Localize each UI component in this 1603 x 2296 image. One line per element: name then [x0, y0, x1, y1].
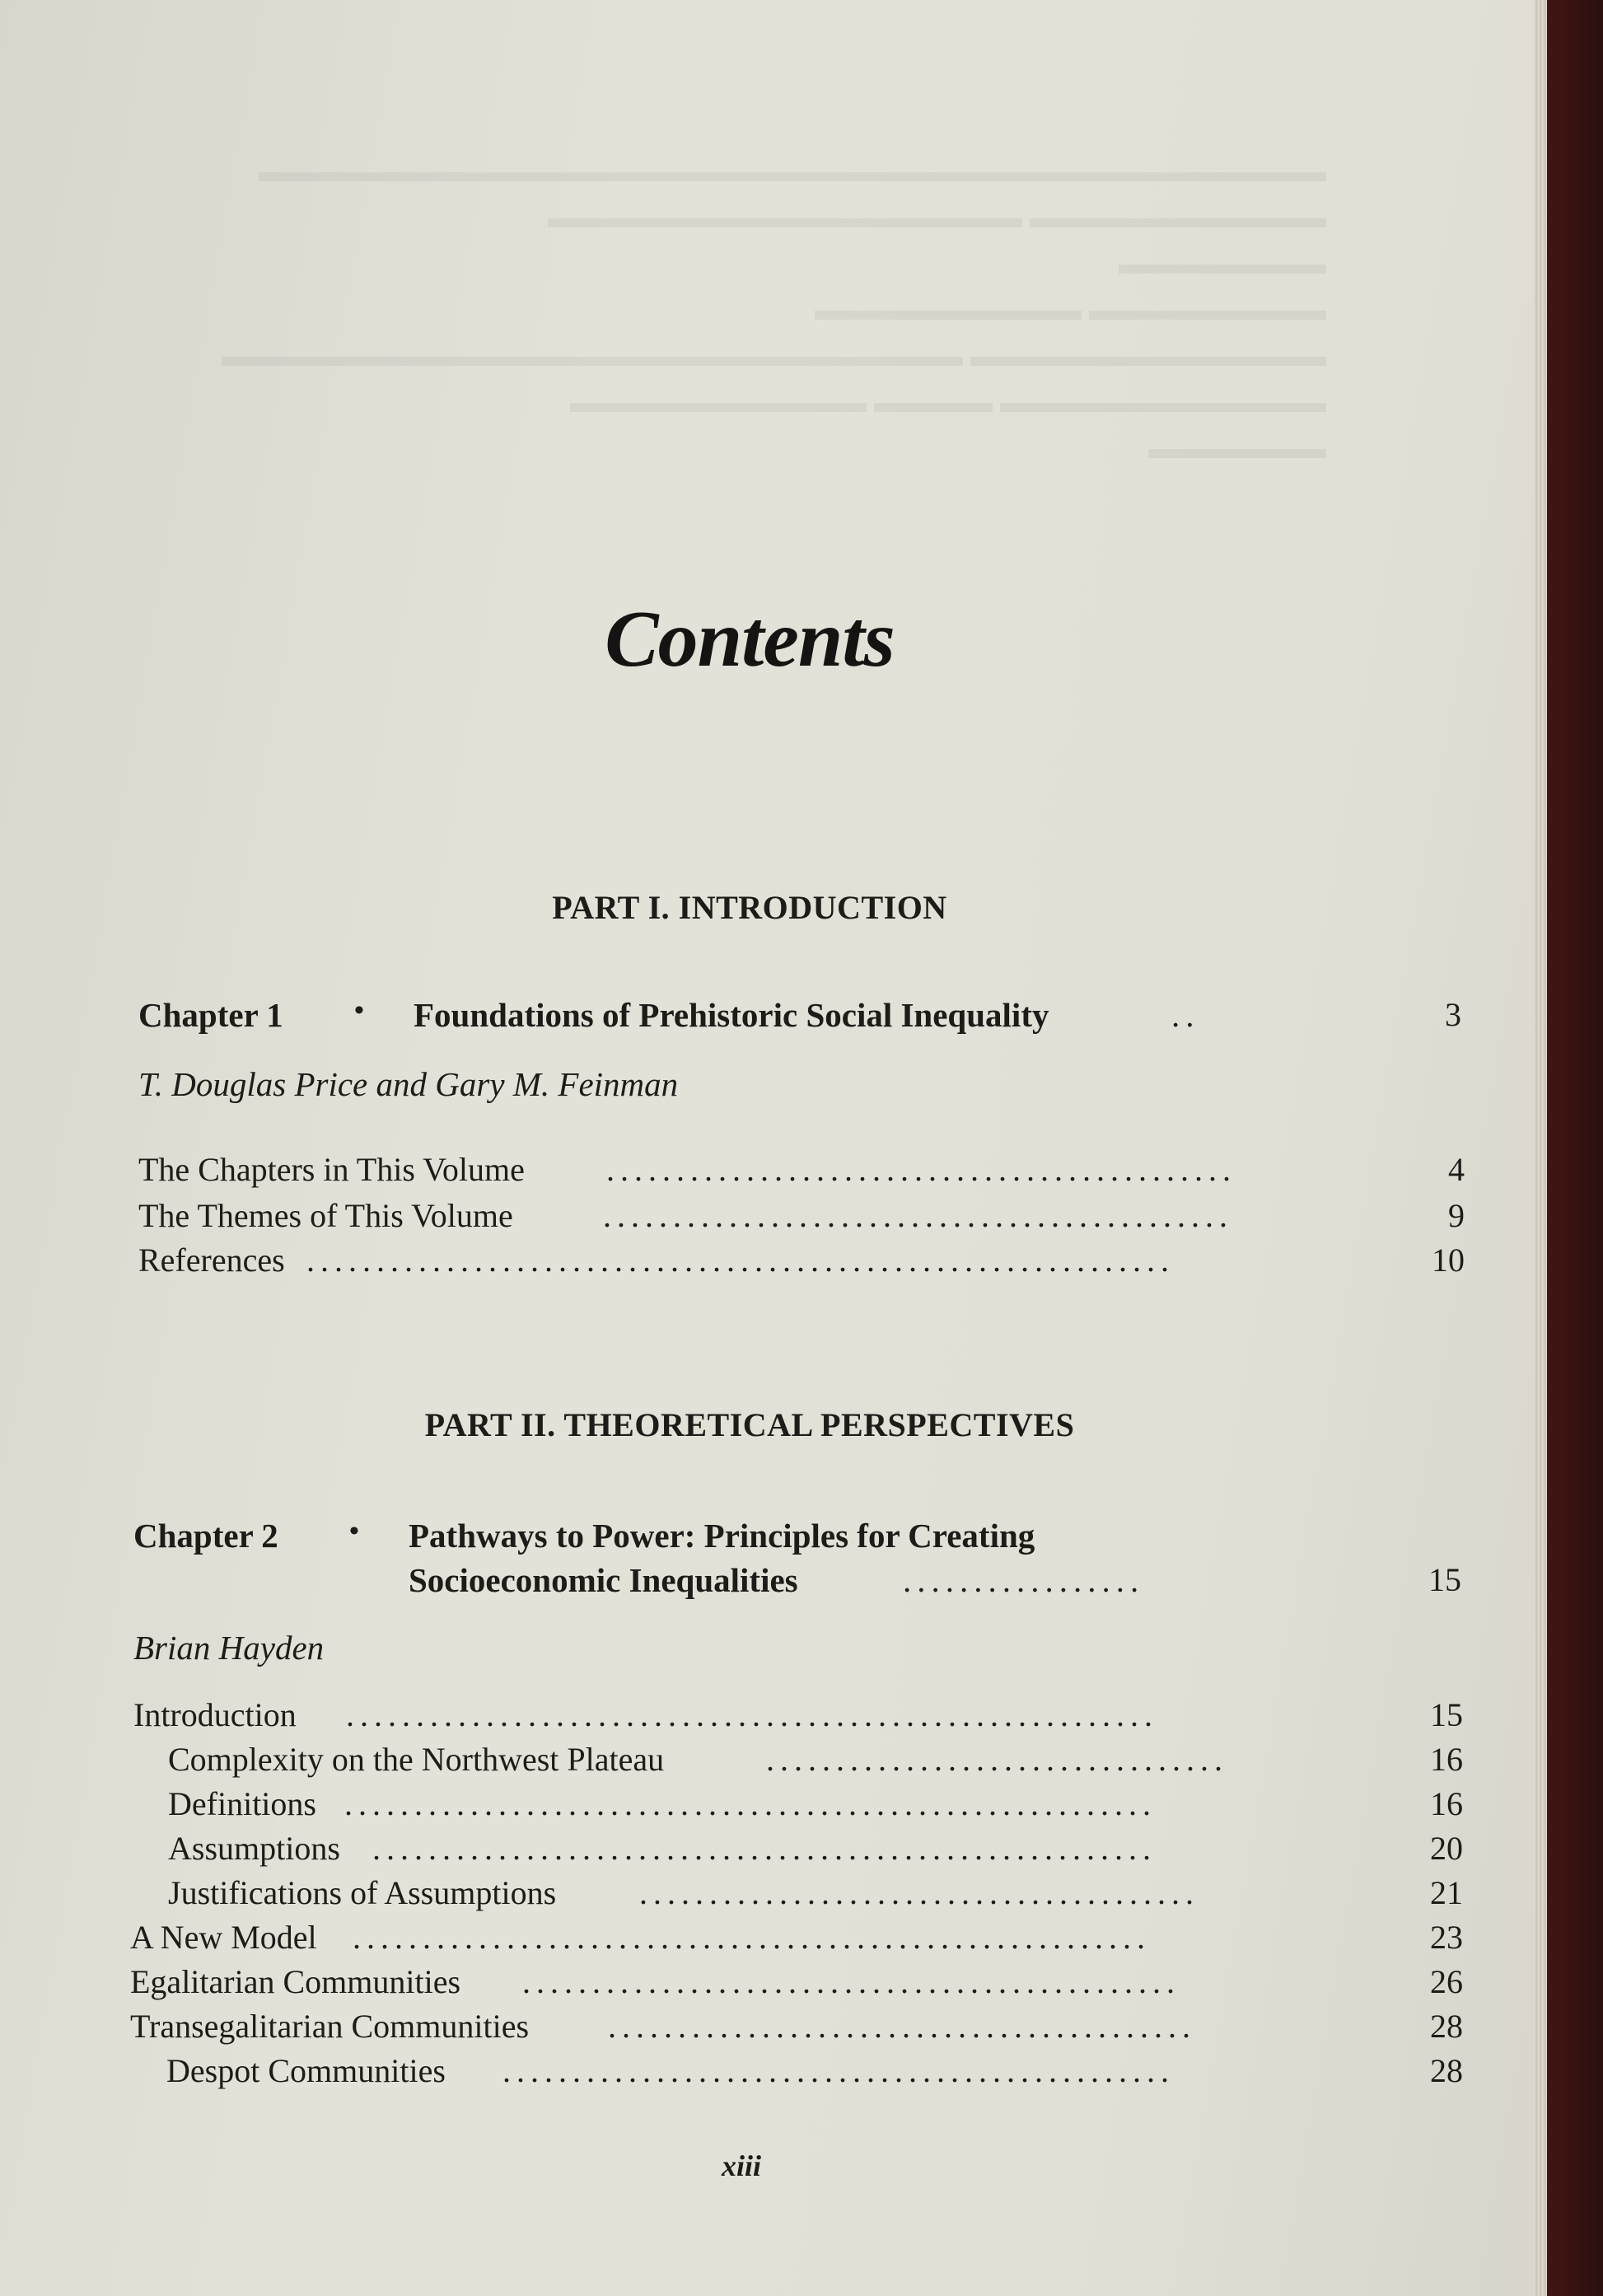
toc-entry-page: 21	[1430, 1874, 1463, 1911]
toc-entry-label: Introduction	[133, 1696, 297, 1733]
toc-entry-page: 20	[1430, 1830, 1463, 1867]
chapter-2-bullet: •	[349, 1516, 359, 1546]
toc-entry-page: 10	[1432, 1242, 1465, 1279]
chapter-2-page: 15	[1428, 1561, 1461, 1598]
chapter-2-entry[interactable]	[133, 1516, 1473, 1611]
toc-entry[interactable]	[166, 2051, 1463, 2094]
toc-entry-label: Transegalitarian Communities	[130, 2008, 530, 2045]
toc-entry[interactable]	[130, 1962, 1463, 2005]
chapter-2-title-line-1: Pathways to Power: Principles for Creating	[409, 1517, 1035, 1555]
toc-entry[interactable]	[138, 1196, 1465, 1239]
toc-entry-page: 28	[1430, 2008, 1463, 2045]
chapter-1-number: Chapter 1	[138, 996, 283, 1034]
toc-entry-label: Justifications of Assumptions	[168, 1874, 557, 1911]
page-folio: xiii	[721, 2149, 761, 2182]
chapter-1-leader: ..	[1171, 996, 1200, 1034]
toc-leader: ........................................	[639, 1874, 1199, 1911]
toc-leader: ..........................................	[608, 2008, 1196, 2045]
chapter-1-title: Foundations of Prehistoric Social Inequality	[414, 996, 1049, 1034]
toc-entry-page: 28	[1430, 2052, 1463, 2089]
toc-entry-page: 9	[1448, 1197, 1465, 1234]
chapter-2-leader: .................	[903, 1561, 1145, 1599]
toc-leader: .................................	[766, 1741, 1228, 1778]
chapter-2-number: Chapter 2	[133, 1517, 278, 1555]
chapter-1-author: T. Douglas Price and Gary M. Feinman	[138, 1065, 679, 1103]
toc-entry-page: 4	[1448, 1151, 1465, 1188]
toc-entry[interactable]	[168, 1740, 1463, 1783]
toc-leader: ...............................................	[522, 1963, 1180, 2000]
toc-entry-label: Complexity on the Northwest Plateau	[168, 1741, 665, 1778]
toc-entry[interactable]	[130, 1918, 1463, 1961]
chapter-2-title-line-2: Socioeconomic Inequalities	[409, 1561, 798, 1599]
part-2-heading: PART II. THEORETICAL PERSPECTIVES	[424, 1406, 1075, 1443]
toc-leader: ..........................................................	[344, 1785, 1157, 1822]
toc-leader: ........................................................	[372, 1830, 1157, 1867]
chapter-1-page: 3	[1445, 996, 1461, 1033]
toc-leader: ..............................................................	[306, 1242, 1175, 1279]
toc-entry[interactable]	[168, 1873, 1463, 1916]
chapter-1-bullet: •	[354, 995, 364, 1026]
chapter-2-author: Brian Hayden	[133, 1629, 325, 1667]
toc-entry-page: 23	[1430, 1919, 1463, 1956]
chapter-1-entry[interactable]	[138, 995, 1473, 1041]
toc-entry-label: Despot Communities	[166, 2052, 446, 2089]
toc-entry-label: The Themes of This Volume	[138, 1197, 513, 1234]
toc-entry-page: 16	[1430, 1785, 1463, 1822]
page-title: Contents	[605, 595, 895, 684]
toc-entry-page: 26	[1430, 1963, 1463, 2000]
toc-entry[interactable]	[168, 1784, 1463, 1827]
toc-entry-label: References	[138, 1242, 285, 1279]
toc-entry-label: The Chapters in This Volume	[138, 1151, 525, 1188]
toc-entry-label: Assumptions	[168, 1830, 340, 1867]
toc-entry-page: 16	[1430, 1741, 1463, 1778]
toc-entry-label: A New Model	[130, 1919, 317, 1956]
toc-entry-label: Egalitarian Communities	[130, 1963, 461, 2000]
toc-leader: ................................................	[502, 2052, 1175, 2089]
toc-leader: ..........................................................	[346, 1696, 1158, 1733]
toc-entry-page: 15	[1430, 1696, 1463, 1733]
toc-entry-label: Definitions	[168, 1785, 316, 1822]
toc-entry[interactable]	[138, 1241, 1465, 1284]
toc-entry[interactable]	[138, 1150, 1465, 1193]
toc-entry[interactable]	[168, 1829, 1463, 1872]
part-1-heading: PART I. INTRODUCTION	[552, 889, 947, 926]
show-through-text: ▬▬▬▬▬▬▬▬▬▬▬▬▬▬▬▬▬▬▬▬▬▬▬▬▬▬▬▬▬▬▬▬▬▬▬▬ ▬▬▬▬▬▬▬▬▬▬ ▬▬▬▬▬▬▬▬▬▬▬▬▬▬▬▬ ▬▬▬▬▬▬▬ ▬▬▬▬▬▬▬▬ ▬▬▬▬▬▬▬▬▬ ▬▬▬▬▬▬▬▬▬▬▬▬ ▬▬▬▬▬▬▬▬▬▬▬▬▬▬▬▬▬▬▬▬▬▬▬▬▬ ▬▬▬▬▬▬▬▬▬▬▬ ▬▬▬▬ ▬▬▬▬▬▬▬▬▬▬ ▬▬▬▬▬▬	[222, 155, 1326, 465]
toc-entry[interactable]	[133, 1695, 1463, 1738]
toc-leader: .........................................................	[353, 1919, 1151, 1956]
toc-leader: .............................................	[606, 1151, 1236, 1188]
toc-entry[interactable]	[130, 2007, 1463, 2050]
toc-leader: .............................................	[603, 1197, 1233, 1234]
